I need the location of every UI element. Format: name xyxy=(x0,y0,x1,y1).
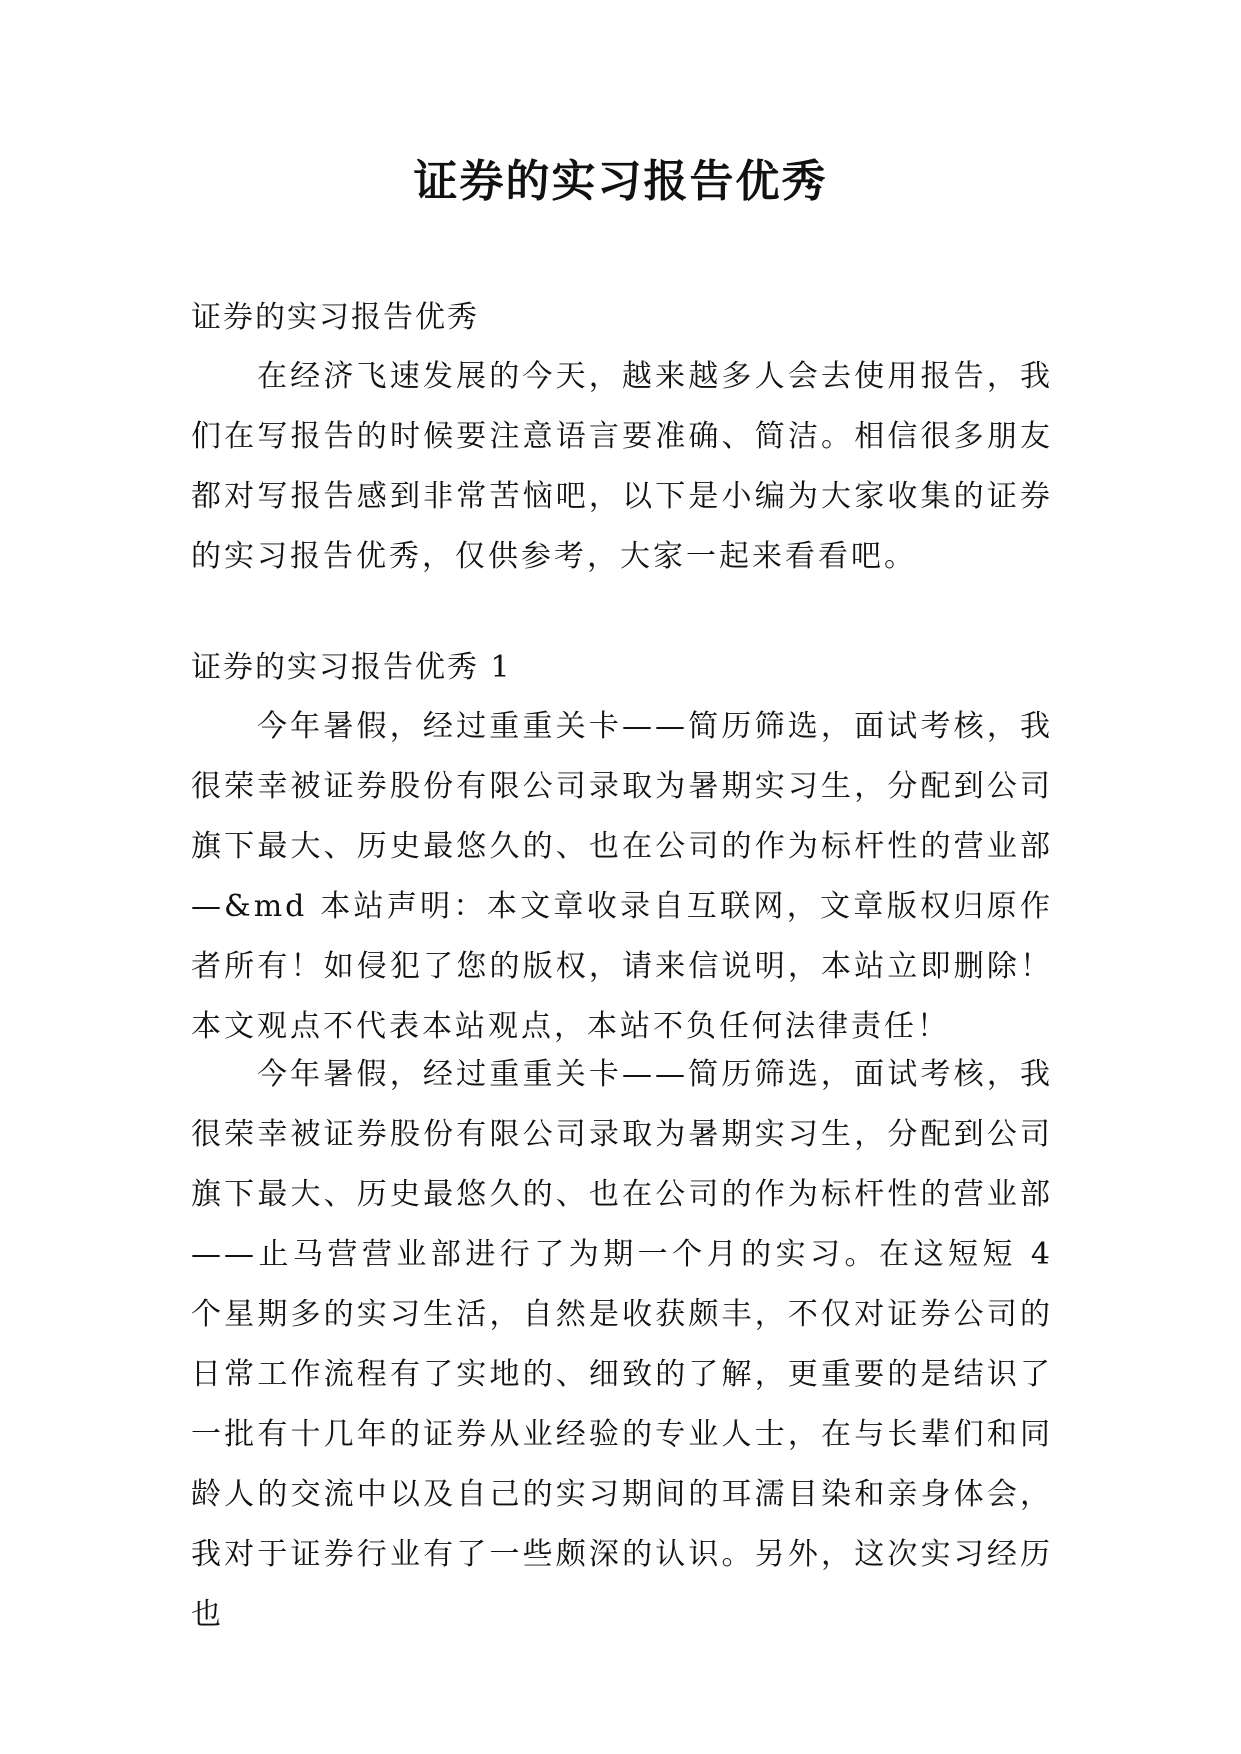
intro-paragraph: 在经济飞速发展的今天，越来越多人会去使用报告，我们在写报告的时候要注意语言要准确、简洁。相信很多朋友都对写报告感到非常苦恼吧，以下是小编为大家收集的证券的实习报告优秀，仅供参考，大家一起来看看吧。 xyxy=(191,359,1053,574)
body-paragraph: 今年暑假，经过重重关卡——简历筛选，面试考核，我很荣幸被证券股份有限公司录取为暑期实习生，分配到公司旗下最大、历史最悠久的、也在公司的作为标杆性的营业部——止马营营业部进行了为期一个月的实习。在这短短 4 个星期多的实习生活，自然是收获颇丰，不仅对证券公司的日常工作流程有了实地的、细致的了解，更重要的是结识了一批有十几年的证券从业经验的专业人士，在与长辈们和同龄人的交流中以及自己的实习期间的耳濡目染和亲身体会，我对于证券行业有了一些颇深的认识。另外，这次实习经历也 xyxy=(191,1057,1053,1632)
section-heading: 证券的实习报告优秀 1 xyxy=(191,650,512,685)
document-title: 证券的实习报告优秀 xyxy=(413,156,828,207)
section-heading: 证券的实习报告优秀 xyxy=(191,300,479,335)
body-paragraph: 今年暑假，经过重重关卡——简历筛选，面试考核，我很荣幸被证券股份有限公司录取为暑期实习生，分配到公司旗下最大、历史最悠久的、也在公司的作为标杆性的营业部—&md 本站声明：本文章收录自互联网，文章版权归原作者所有！如侵犯了您的版权，请来信说明，本站立即删除！本文观点不代表本站观点，本站不负任何法律责任！ xyxy=(191,709,1053,1044)
